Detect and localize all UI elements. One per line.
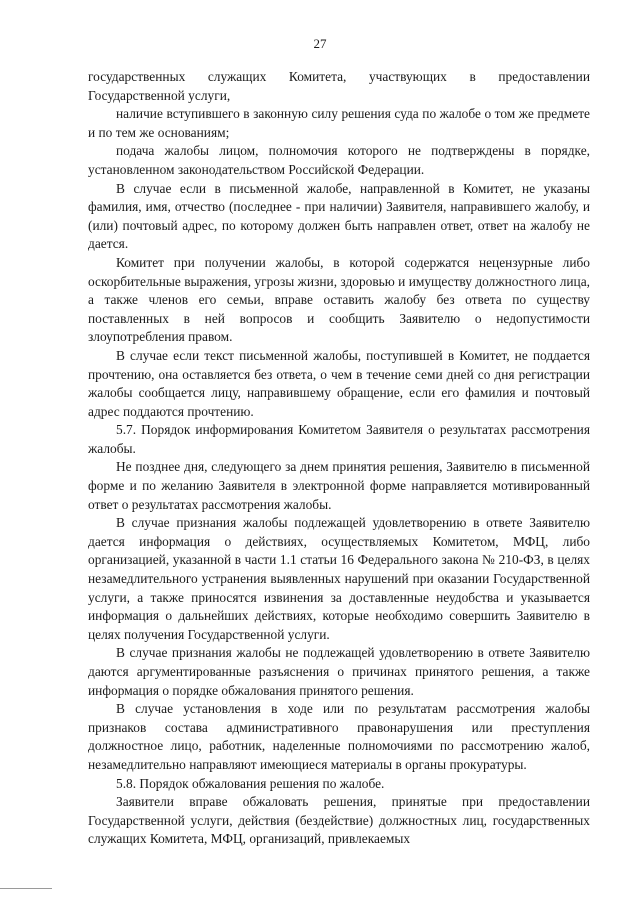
paragraph: В случае признания жалобы не подлежащей удовлетворению в ответе Заявителю даются аргументированные разъяснения о причинах принятого решения, а также информация о порядке обжалования принятого решения. xyxy=(88,645,590,698)
paragraph: Комитет при получении жалобы, в которой содержатся нецензурные либо оскорбительные выражения, угрозы жизни, здоровью и имуществу должностного лица, а также членов его семьи, вправе оставить жалобу без ответа по существу поставленных в ней вопросов и сообщить Заявителю о недопустимости злоупотребления правом. xyxy=(88,254,590,345)
section-heading: 5.7. Порядок информирования Комитетом Заявителя о результатах рассмотрения жалобы. xyxy=(88,422,590,456)
paragraph: В случае установления в ходе или по результатам рассмотрения жалобы признаков состава административного правонарушения или преступления должностное лицо, работник, наделенные полномочиями по рассмотрению жалоб, незамедлительно направляют имеющиеся материалы в органы прокуратуры. xyxy=(88,701,590,772)
paragraph: В случае если текст письменной жалобы, поступившей в Комитет, не поддается прочтению, она оставляется без ответа, о чем в течение семи дней со дня регистрации жалобы сообщается лицу, направившему обращение, если его фамилия и почтовый адрес поддаются прочтению. xyxy=(88,347,590,419)
paragraph: В случае если в письменной жалобе, направленной в Комитет, не указаны фамилия, имя, отчество (последнее - при наличии) Заявителя, направившего жалобу, и (или) почтовый адрес, по которому должен быть направлен ответ, ответ на жалобу не дается. xyxy=(88,180,590,252)
section-heading: 5.8. Порядок обжалования решения по жалобе. xyxy=(116,775,385,791)
paragraph: государственных служащих Комитета, участвующих в предоставлении Государственной услуги, xyxy=(88,69,590,103)
paragraph: В случае признания жалобы подлежащей удовлетворению в ответе Заявителю дается информация о действиях, осуществляемых Комитетом, МФЦ, либо организацией, указанной в части 1.1 статьи 16 Федерального закона № 210-ФЗ, в целях незамедлительного устранения выявленных нарушений при оказании Государственной услуги, а также приносятся извинения за доставленные неудобства и указывается информация о дальнейших действиях, которые необходимо совершить Заявителю в целях получения Государственной услуги. xyxy=(88,515,590,642)
paragraph: подача жалобы лицом, полномочия которого не подтверждены в порядке, установленном законодательством Российской Федерации. xyxy=(88,143,590,177)
paragraph: Заявители вправе обжаловать решения, принятые при предоставлении Государственной услуги, действия (бездействие) должностных лиц, государственных служащих Комитета, МФЦ, организаций, привлекаемых xyxy=(88,794,590,847)
paragraph: Не позднее дня, следующего за днем принятия решения, Заявителю в письменной форме и по желанию Заявителя в электронной форме направляется мотивированный ответ о результатах рассмотрения жалобы. xyxy=(88,459,590,512)
page-number: 27 xyxy=(313,36,327,51)
text-body xyxy=(88,68,590,849)
paragraph: наличие вступившего в законную силу решения суда по жалобе о том же предмете и по тем же основаниям; xyxy=(88,106,590,140)
scan-edge-line xyxy=(0,888,52,889)
